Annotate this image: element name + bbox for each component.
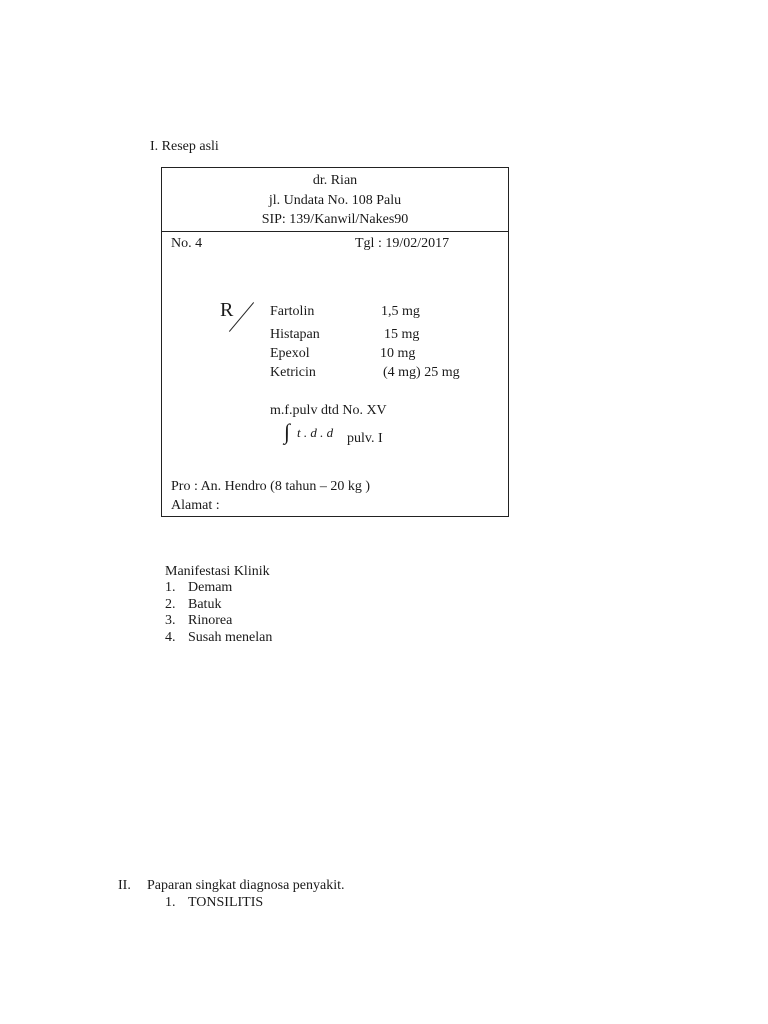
signa-symbol: ∫ [284,419,291,444]
signa-frequency: t . d . d [297,425,334,440]
prescription-number: No. 4 [171,236,203,251]
section-2-heading: Paparan singkat diagnosa penyakit. [147,878,345,893]
clinical-item-2: Batuk [188,597,222,612]
clinical-num-3: 3. [165,613,176,628]
recipe-symbol: R [220,299,234,321]
drug-name-2: Histapan [270,327,320,342]
drug-dose-4: (4 mg) 25 mg [383,365,460,380]
clinical-item-1: Demam [188,580,233,595]
clinical-title: Manifestasi Klinik [165,564,270,579]
section-1-heading: I. Resep asli [150,139,219,154]
doctor-address: jl. Undata No. 108 Palu [268,193,402,208]
prescription-box [161,167,509,517]
patient-address: Alamat : [171,498,220,513]
clinical-num-1: 1. [165,580,176,595]
prescription-header [162,168,508,232]
drug-dose-2: 15 mg [384,327,420,342]
clinical-item-3: Rinorea [188,613,233,628]
drug-dose-1: 1,5 mg [381,304,420,319]
clinical-num-4: 4. [165,630,176,645]
signa-amount: pulv. I [347,431,383,446]
clinical-num-2: 2. [165,597,176,612]
patient-info: Pro : An. Hendro (8 tahun – 20 kg ) [171,479,371,494]
drug-name-4: Ketricin [270,365,316,380]
diagnosis-item-1: TONSILITIS [188,895,264,910]
compounding-instruction: m.f.pulv dtd No. XV [270,403,387,418]
doctor-sip: SIP: 139/Kanwil/Nakes90 [261,212,409,227]
drug-name-3: Epexol [270,346,310,361]
prescription-date: Tgl : 19/02/2017 [355,236,450,251]
drug-name-1: Fartolin [270,304,315,319]
diagnosis-num-1: 1. [165,895,176,910]
clinical-item-4: Susah menelan [188,630,273,645]
section-2-number: II. [118,878,131,893]
drug-dose-3: 10 mg [380,346,416,361]
doctor-name: dr. Rian [312,173,358,188]
